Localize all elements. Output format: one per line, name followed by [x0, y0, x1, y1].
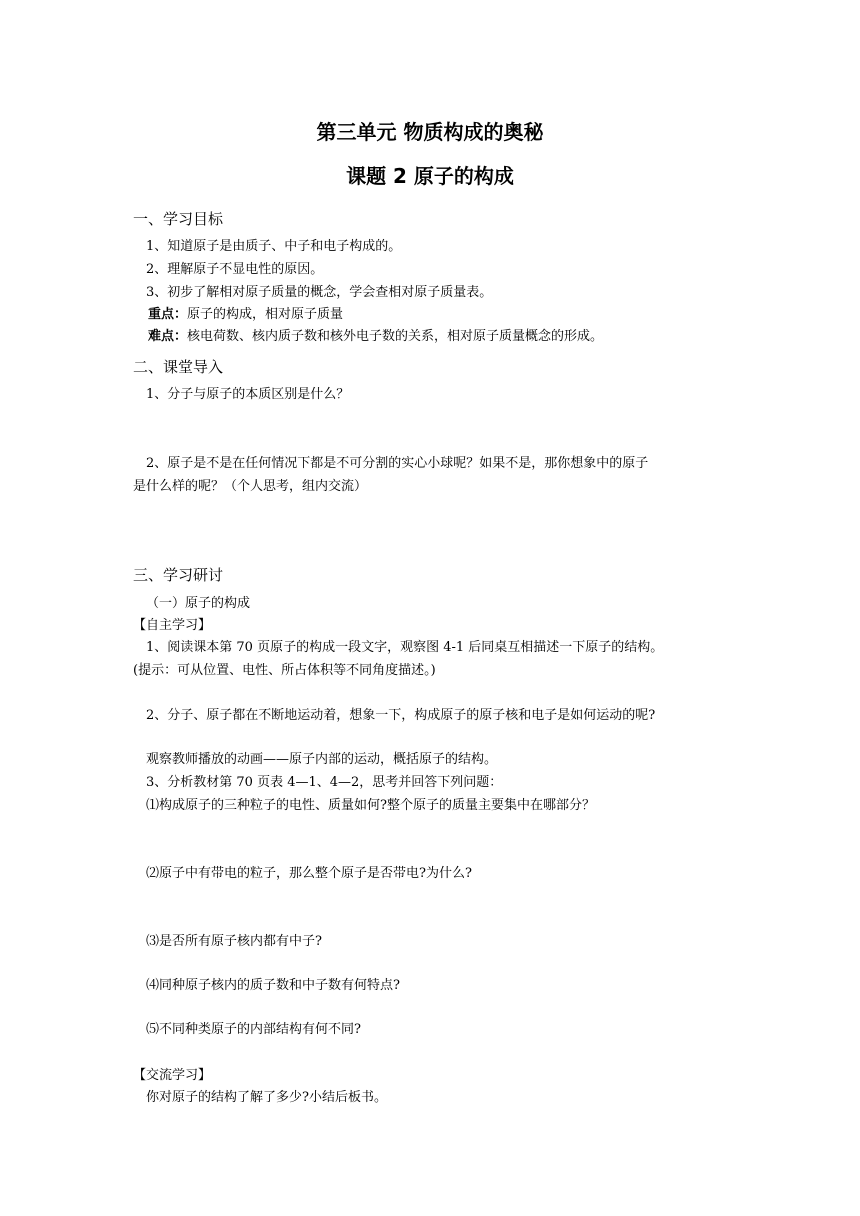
difficulty-text: 核电荷数、核内质子数和核外电子数的关系，相对原子质量概念的形成。 — [187, 329, 604, 344]
question-2: ⑵原子中有带电的粒子，那么整个原子是否带电?为什么? — [146, 866, 472, 881]
intro-question-2-line2: 是什么样的呢？（个人思考，组内交流） — [133, 479, 368, 494]
goal-item-1: 1、知道原子是由质子、中子和电子构成的。 — [146, 239, 402, 254]
difficulty-label: 难点： — [148, 329, 188, 344]
study-item-1-line1: 1、阅读课本第 70 页原子的构成一段文字，观察图 4-1 后同桌互相描述一下原子的结构。 — [146, 640, 664, 655]
self-study-label: 【自主学习】 — [133, 618, 212, 633]
key-point-text: 原子的构成，相对原子质量 — [187, 307, 344, 322]
question-4: ⑷同种原子核内的质子数和中子数有何特点? — [146, 978, 400, 993]
section-heading-intro: 二、课堂导入 — [133, 358, 224, 376]
study-item-2: 2、分子、原子都在不断地运动着，想象一下，构成原子的原子核和电子是如何运动的呢? — [146, 708, 656, 723]
study-item-3: 3、分析教材第 70 页表 4—1、4—2，思考并回答下列问题： — [146, 775, 503, 790]
subsection-atom-structure: （一）原子的构成 — [146, 596, 251, 611]
section-heading-study: 三、学习研讨 — [133, 566, 224, 584]
key-point-label: 重点： — [148, 307, 188, 322]
study-item-1-line2: (提示：可从位置、电性、所占体积等不同角度描述。) — [133, 663, 436, 678]
goal-item-2: 2、理解原子不显电性的原因。 — [146, 262, 324, 277]
section-heading-goals: 一、学习目标 — [133, 210, 224, 228]
question-1: ⑴构成原子的三种粒子的电性、质量如何?整个原子的质量主要集中在哪部分？ — [146, 798, 595, 813]
difficulty-point — [148, 325, 603, 344]
key-point — [148, 303, 343, 322]
document-title: 第三单元 物质构成的奥秘 — [316, 120, 544, 144]
question-3: ⑶是否所有原子核内都有中子? — [146, 934, 322, 949]
goal-item-3: 3、初步了解相对原子质量的概念，学会查相对原子质量表。 — [146, 285, 493, 300]
question-5: ⑸不同种类原子的内部结构有何不同? — [146, 1022, 361, 1037]
study-item-2-note: 观察教师播放的动画——原子内部的运动，概括原子的结构。 — [146, 752, 498, 767]
intro-question-1: 1、分子与原子的本质区别是什么？ — [146, 387, 350, 402]
exchange-text: 你对原子的结构了解了多少?小结后板书。 — [146, 1090, 387, 1105]
lesson-title: 课题 2 原子的构成 — [346, 164, 514, 188]
intro-question-2-line1: 2、原子是不是在任何情况下都是不可分割的实心小球呢？如果不是，那你想象中的原子 — [146, 456, 649, 471]
exchange-label: 【交流学习】 — [133, 1068, 212, 1083]
